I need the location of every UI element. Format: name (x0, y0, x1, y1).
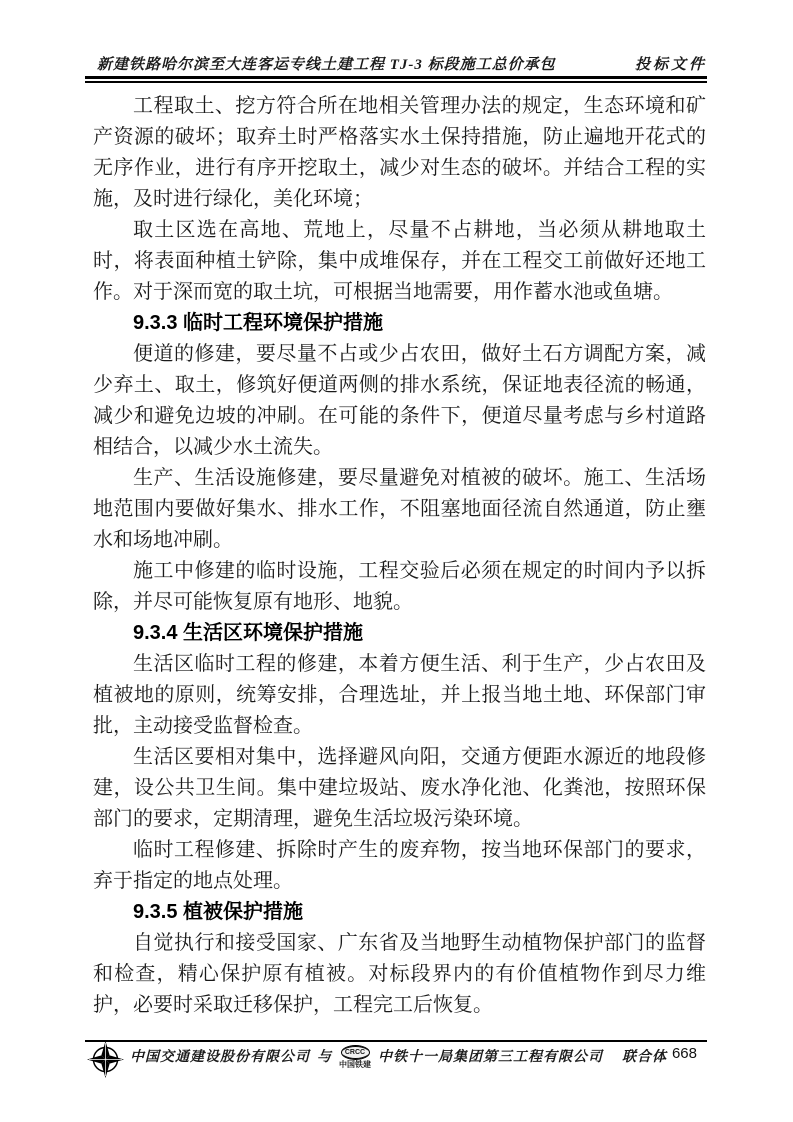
section-heading-9-3-3: 9.3.3 临时工程环境保护措施 (133, 312, 384, 334)
paragraph: 自觉执行和接受国家、广东省及当地野生动植物保护部门的监督和检查，精心保护原有植被。对标段界内的有价值植物作到尽力维护，必要时采取迁移保护，工程完工后恢复。 (93, 932, 706, 1016)
page-number: 668 (671, 1045, 697, 1062)
footer-consortium-line (130, 1046, 667, 1070)
footer-company-left: 中国交通建设股份有限公司 (130, 1050, 310, 1065)
paragraph: 生活区临时工程的修建，本着方便生活、利于生产，少占农田及植被地的原则，统筹安排，合理选址，并上报当地土地、环保部门审批，主动接受监督检查。 (93, 653, 706, 737)
footer-rule (85, 1040, 707, 1042)
header-doc-label: 投标文件 (634, 57, 707, 73)
footer-company-right: 中铁十一局集团第三工程有限公司 (378, 1050, 603, 1065)
page-header (97, 53, 707, 74)
crcc-logo (339, 1045, 371, 1070)
header-double-rule (85, 76, 707, 83)
cccc-compass-logo-icon (87, 1041, 124, 1078)
section-heading-9-3-4: 9.3.4 生活区环境保护措施 (133, 622, 364, 644)
paragraph: 生活区要相对集中，选择避风向阳，交通方便距水源近的地段修建，设公共卫生间。集中建垃圾站、废水净化池、化粪池，按照环保部门的要求，定期清理，避免生活垃圾污染环境。 (93, 746, 706, 830)
section-heading-9-3-5: 9.3.5 植被保护措施 (133, 901, 304, 923)
footer-joiner: 与 (317, 1050, 332, 1065)
paragraph: 工程取土、挖方符合所在地相关管理办法的规定，生态环境和矿产资源的破坏；取弃土时严格落实水土保持措施，防止遍地开花式的无序作业，进行有序开挖取土，减少对生态的破坏。并结合工程的实施，及时进行绿化，美化环境； (93, 95, 706, 210)
paragraph: 施工中修建的临时设施，工程交验后必须在规定的时间内予以拆除，并尽可能恢复原有地形、地貌。 (93, 560, 706, 613)
footer-consortium-label: 联合体 (622, 1050, 667, 1065)
paragraph: 生产、生活设施修建，要尽量避免对植被的破坏。施工、生活场地范围内要做好集水、排水工作，不阻塞地面径流自然通道，防止壅水和场地冲刷。 (93, 467, 706, 551)
paragraph: 临时工程修建、拆除时产生的废弃物，按当地环保部门的要求，弃于指定的地点处理。 (93, 839, 706, 892)
crcc-logo-caption: 中国铁建 (339, 1060, 371, 1069)
crcc-globe-logo-icon: CRCC (341, 1045, 370, 1060)
paragraph: 取土区选在高地、荒地上，尽量不占耕地，当必须从耕地取土时，将表面种植土铲除，集中成堆保存，并在工程交工前做好还地工作。对于深而宽的取土坑，可根据当地需要，用作蓄水池或鱼塘。 (93, 219, 706, 303)
header-title: 新建铁路哈尔滨至大连客运专线土建工程 TJ-3 标段施工总价承包 (97, 57, 556, 73)
paragraph: 便道的修建，要尽量不占或少占农田，做好土石方调配方案，减少弃土、取土，修筑好便道两侧的排水系统，保证地表径流的畅通，减少和避免边坡的冲刷。在可能的条件下，便道尽量考虑与乡村道路相结合，以减少水土流失。 (93, 343, 706, 458)
document-body (93, 91, 706, 1021)
